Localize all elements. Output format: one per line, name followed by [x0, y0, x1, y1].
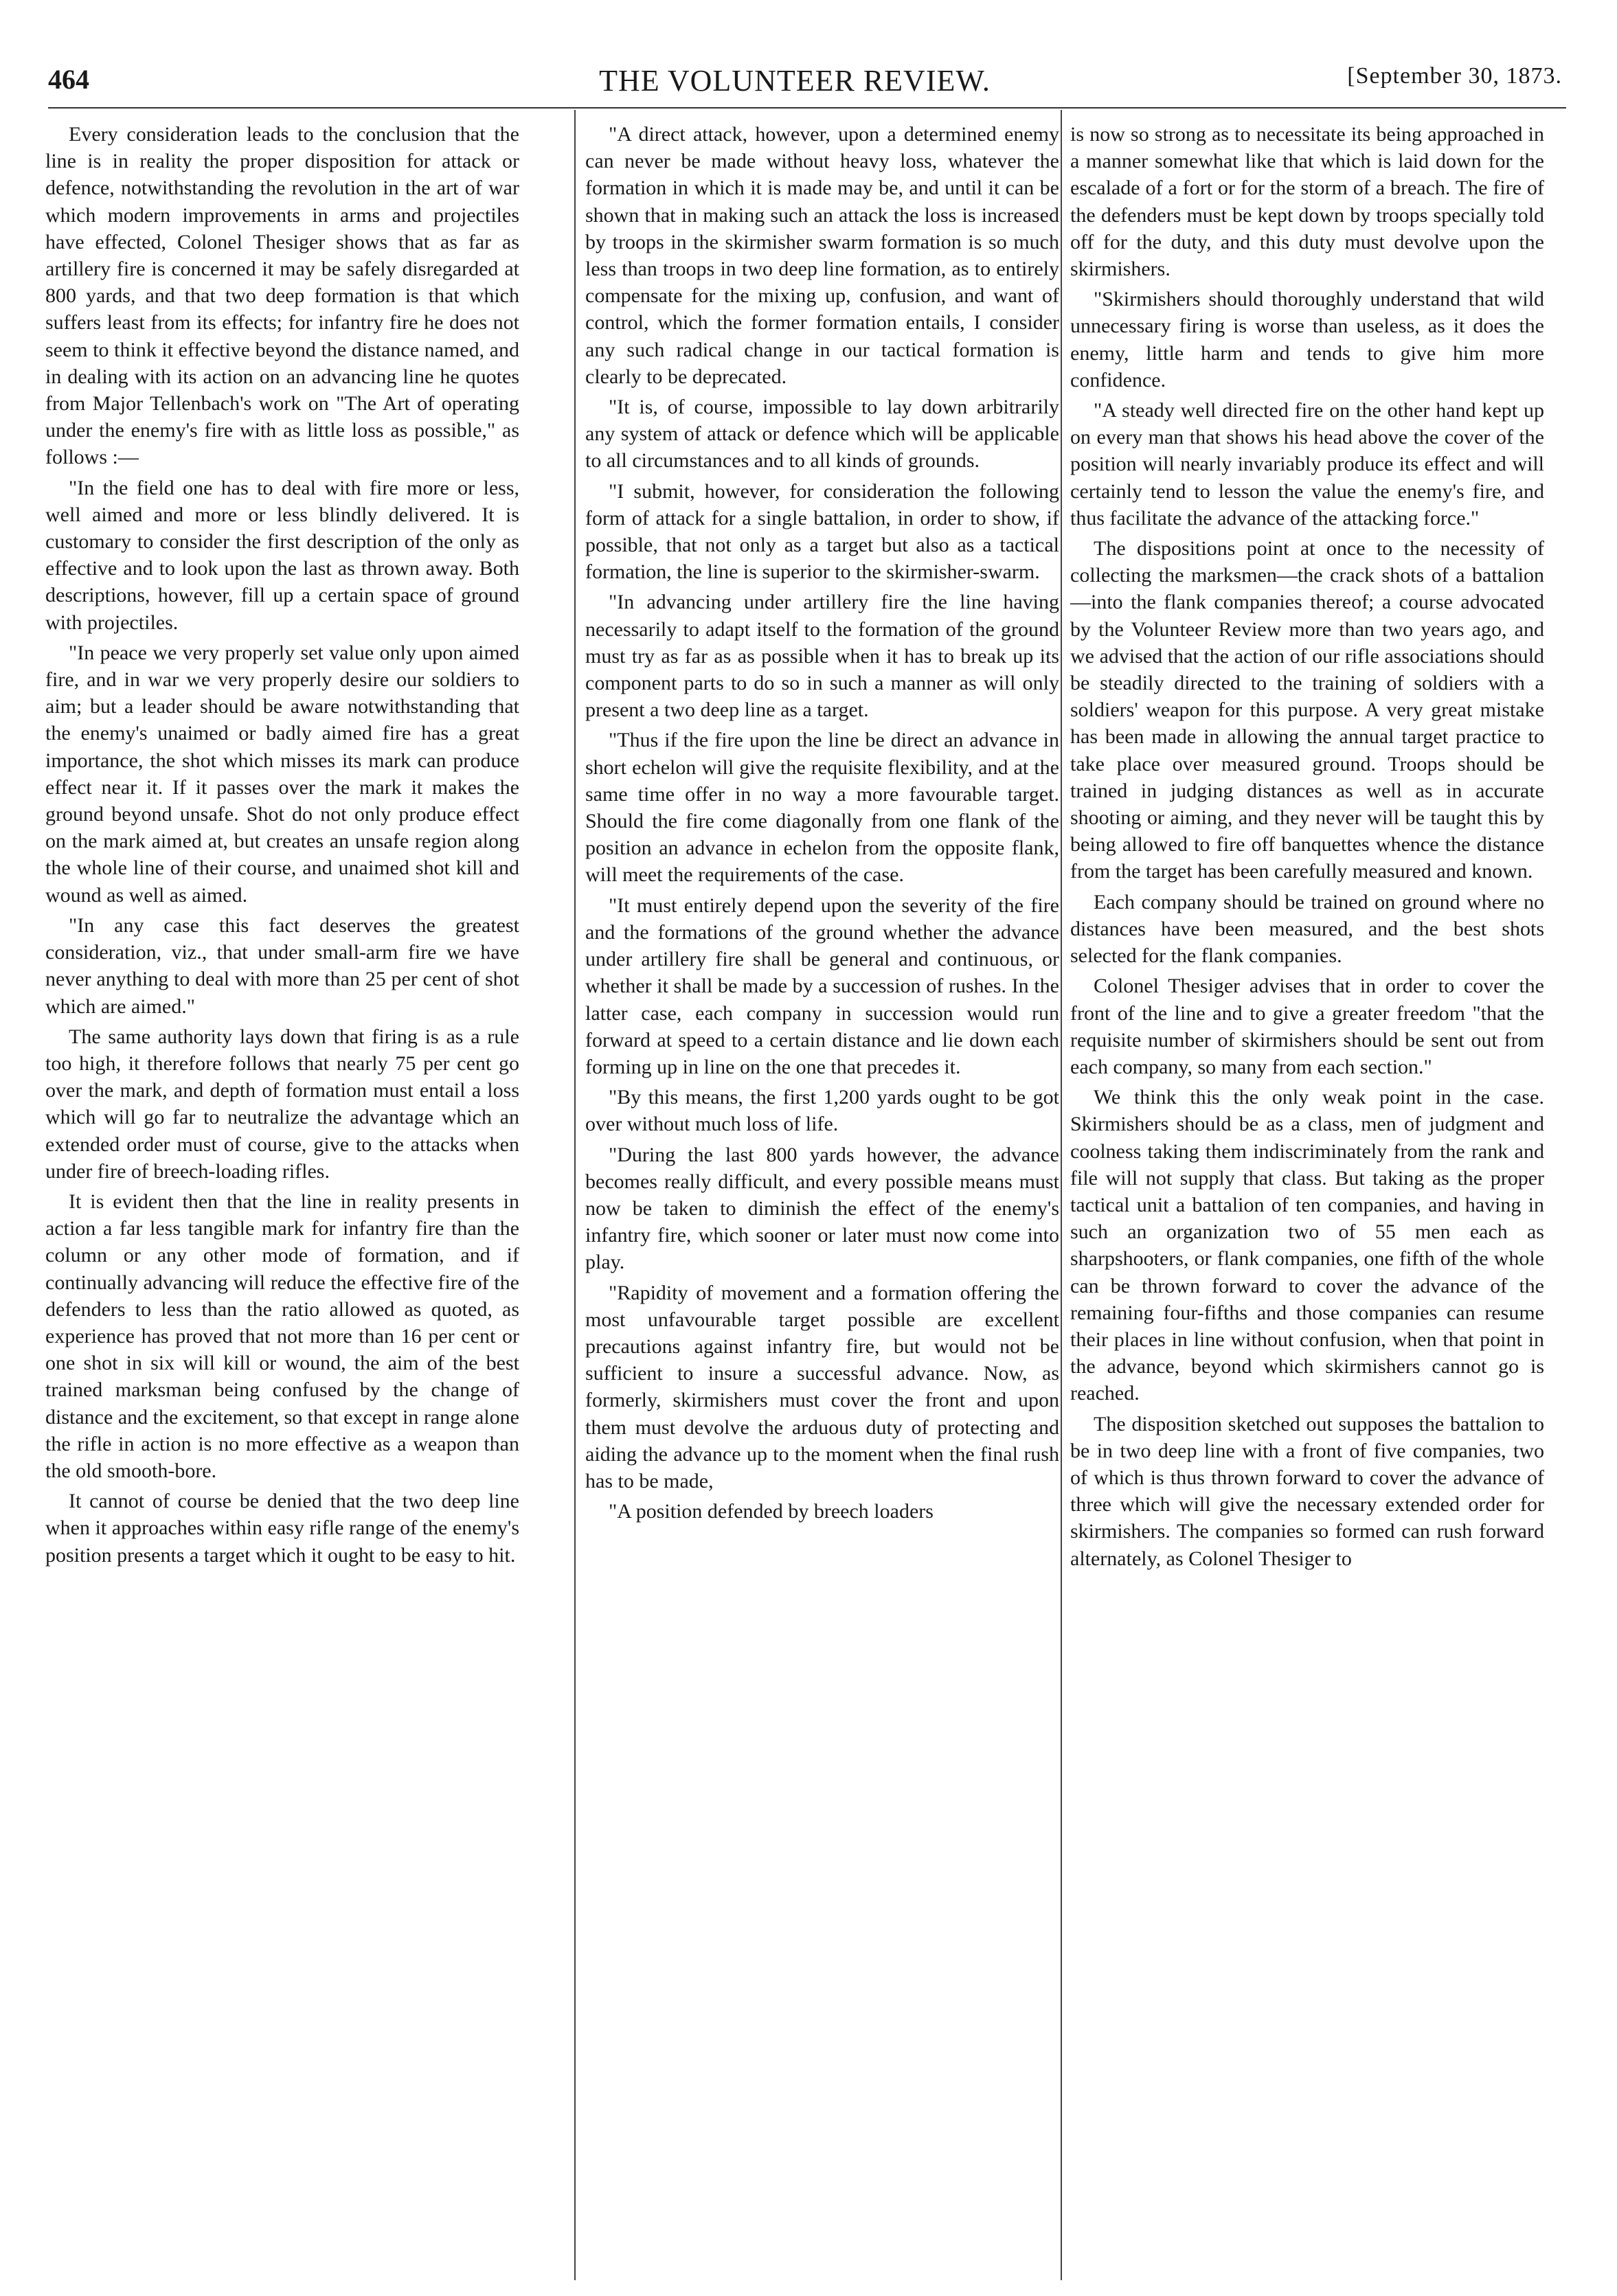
paragraph: Each company should be trained on ground where no distances have been measured, and the best shots selected for the flank companies.	[1070, 890, 1544, 968]
paragraph: "By this means, the first 1,200 yards ought to be got over without much loss of life.	[585, 1086, 1059, 1136]
column-divider-1	[574, 110, 576, 2280]
page-header	[27, 63, 1562, 104]
paragraph: The disposition sketched out supposes the battalion to be in two deep line with a front of five companies, two of which is thus thrown forward to cover the advance of three which will give the necessary extended order for skirmishers. The companies so formed can rush forward alternately, as Colonel Thesiger to	[1070, 1412, 1544, 1570]
column-1	[45, 121, 519, 2264]
paragraph: The same authority lays down that firing is as a rule too high, it therefore follows that nearly 75 per cent go over the mark, and depth of formation must entail a loss which will go far to neutralize the advantage which an extended order must of course, give to the attacks when under fire of breech-loading rifles.	[45, 1025, 519, 1183]
paragraph: "I submit, however, for consideration the following form of attack for a single battalion, in order to show, if possible, that not only as a target but also as a tactical formation, the line is superior to the skirmisher-swarm.	[585, 479, 1059, 584]
paragraph: The dispositions point at once to the necessity of collecting the marksmen—the crack shots of a battalion—into the flank companies thereof; a course advocated by the Volunteer Review more than two years ago, and we advised that the action of our rifle associations should be steadily directed to the training of soldiers with a soldiers' weapon for this purpose. A very great mistake has been made in allowing the annual target practice to take place over measured ground. Troops should be trained in judging distances as well as in accurate shooting or aiming, and they never will be taught this by being allowed to fire off banquettes whence the distance from the target has been carefully measured and known.	[1070, 537, 1544, 883]
paragraph: "Skirmishers should thoroughly understand that wild unnecessary firing is worse than useless, as it does the enemy, little harm and tends to give him more confidence.	[1070, 288, 1544, 391]
issue-date: [September 30, 1873.	[1347, 63, 1562, 89]
paragraph: We think this the only weak point in the case. Skirmishers should be as a class, men of judgment and coolness taking them indiscriminately from the rank and file will not supply that class. But taking as the proper tactical unit a battalion of ten companies, and having in such an organization two of 55 men each as sharpshooters, or flank companies, one fifth of the whole can be thrown forward to cover the advance of the remaining four-fifths and those companies can resume their places in line without confusion, when that point in the advance, beyond which skirmishers cannot go is reached.	[1070, 1086, 1544, 1405]
column-divider-2	[1061, 110, 1062, 2280]
paragraph: It is evident then that the line in reality presents in action a far less tangible mark for infantry fire than the column or any other mode of formation, and if continually advancing will reduce the effective fire of the defenders to less than the ratio allowed as quoted, as experience has proved that not more than 16 per cent or one shot in six will kill or wound, the aim of the best trained marksman being confused by the change of distance and the excitement, so that except in range alone the rifle in action is no more effective as a weapon than the old smooth-bore.	[45, 1190, 519, 1482]
paragraph: "Rapidity of movement and a formation offering the most unfavourable target possible are excellent precautions against infantry fire, but would not be sufficient to insure a successful advance. Now, as formerly, skirmishers must cover the front and upon them must devolve the arduous duty of protecting and aiding the advance up to the moment when the final rush has to be made,	[585, 1281, 1059, 1492]
paragraph: "A steady well directed fire on the other hand kept up on every man that shows his head above the cover of the position will nearly invariably produce its effect and will certainly tend to lesson the value the enemy's fire, and thus facilitate the advance of the attacking force."	[1070, 399, 1544, 530]
paragraph: is now so strong as to necessitate its being approached in a manner somewhat like that which is laid down for the escalade of a fort or for the storm of a breach. The fire of the defenders must be kept down by troops specially told off for the duty, and this duty must devolve upon the skirmishers.	[1070, 123, 1544, 281]
paragraph: Every consideration leads to the conclusion that the line is in reality the proper disposition for attack or defence, notwithstanding the revolution in the art of war which modern improvements in arms and projectiles have effected, Colonel Thesiger shows that as far as artillery fire is concerned it may be safely disregarded at 800 yards, and that two deep formation is that which suffers least from its effects; for infantry fire he does not seem to think it effective beyond the distance named, and in dealing with its action on an advancing line he quotes from Major Tellenbach's work on "The Art of operating under the enemy's fire with as little loss as possible," as follows :—	[45, 123, 519, 469]
paragraph: "Thus if the fire upon the line be direct an advance in short echelon will give the requisite flexibility, and at the same time offer in no way a more favourable target. Should the fire come diagonally from one flank of the position an advance in echelon from the opposite flank, will meet the requirements of the case.	[585, 729, 1059, 887]
masthead-title: THE VOLUNTEER REVIEW.	[599, 64, 991, 98]
page-number: 464	[48, 64, 89, 95]
column-3	[1070, 121, 1544, 2264]
paragraph: It cannot of course be denied that the two deep line when it approaches within easy rifle range of the enemy's position presents a target which it ought to be easy to hit.	[45, 1490, 519, 1567]
paragraph: "In any case this fact deserves the greatest consideration, viz., that under small-arm fire we have never anything to deal with more than 25 per cent of shot which are aimed."	[45, 913, 519, 1018]
paragraph: "It is, of course, impossible to lay down arbitrarily any system of attack or defence which will be applicable to all circumstances and to all kinds of grounds.	[585, 396, 1059, 473]
paragraph: "A direct attack, however, upon a determined enemy can never be made without heavy loss, whatever the formation in which it is made may be, and until it can be shown that in making such an attack the loss is increased by troops in the skirmisher swarm formation is so much less than troops in two deep line formation, as to entirely compensate for the mixing up, confusion, and want of control, which the former formation entails, I consider any such radical change in our tactical formation is clearly to be deprecated.	[585, 123, 1059, 388]
paragraph: "In advancing under artillery fire the line having necessarily to adapt itself to the formation of the ground must try as far as as possible when it has to break up its component parts to do so in such a manner as will only present a two deep line as a target.	[585, 591, 1059, 722]
paragraph: "It must entirely depend upon the severity of the fire and the formations of the ground whether the advance under artillery fire shall be general and continuous, or whether it shall be made by a succession of rushes. In the latter case, each company in succession would run forward at speed to a certain distance and lie down each forming up in line on the one that precedes it.	[585, 894, 1059, 1078]
paragraph: "A position defended by breech loaders	[609, 1500, 934, 1523]
header-rule	[48, 107, 1566, 109]
paragraph: Colonel Thesiger advises that in order to cover the front of the line and to give a greater freedom "that the requisite number of skirmishers should be sent out from each company, so many from each section."	[1070, 975, 1544, 1078]
paragraph: "During the last 800 yards however, the advance becomes really difficult, and every possible means must now be taken to diminish the effect of the enemy's infantry fire, which sooner or later must now come into play.	[585, 1143, 1059, 1274]
column-2	[585, 121, 1059, 2264]
paragraph: "In peace we very properly set value only upon aimed fire, and in war we very properly desire our soldiers to aim; but a leader should be aware notwithstanding that the enemy's unaimed or badly aimed fire has a great importance, the shot which misses its mark can produce effect near it. If it passes over the mark it makes the ground beyond unsafe. Shot do not only produce effect on the mark aimed at, but creates an unsafe region along the whole line of their course, and unaimed shot kill and wound as well as aimed.	[45, 641, 519, 907]
paragraph: "In the field one has to deal with fire more or less, well aimed and more or less blindly delivered. It is customary to consider the first description of the only as effective and to look upon the last as thrown away. Both descriptions, however, fill up a certain space of ground with projectiles.	[45, 476, 519, 634]
